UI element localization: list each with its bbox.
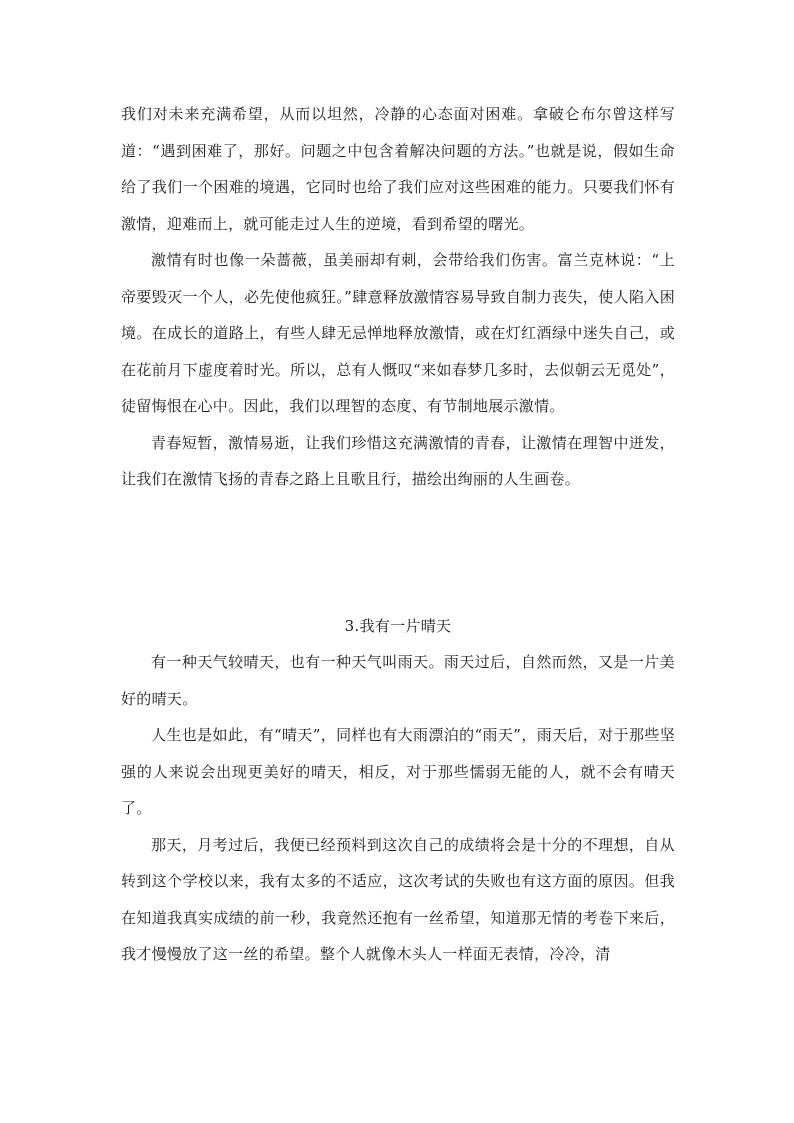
paragraph-exam: 那天，月考过后，我便已经预料到这次自己的成绩将会是十分的不理想，自从转到这个学校以来，我有太多的不适应，这次考试的失败也有这方面的原因。但我在知道我真实成绩的前一秒，我竟然还抱有一丝希望，知道那无情的考卷下来后，我才慢慢放了这一丝的希望。整个人就像木头人一样面无表情，冷冷，清 [121, 835, 675, 963]
essay-part-2 [121, 644, 675, 973]
paragraph-life: 人生也是如此，有“晴天”，同样也有大雨漂泊的“雨天”，雨天后，对于那些坚强的人来说会出现更美好的晴天，相反，对于那些懦弱无能的人，就不会有晴天了。 [121, 726, 675, 817]
essay-part-1 [121, 96, 675, 498]
paragraph-hope: 我们对未来充满希望，从而以坦然，冷静的心态面对困难。拿破仑布尔曾这样写道：“遇到困难了，那好。问题之中包含着解决问题的方法。”也就是说，假如生命给了我们一个困难的境遇，它同时也给了我们应对这些困难的能力。只要我们怀有激情，迎难而上，就可能走过人生的逆境，看到希望的曙光。 [121, 105, 675, 233]
section-title: 3.我有一片晴天 [344, 617, 452, 635]
paragraph-weather: 有一种天气较晴天，也有一种天气叫雨天。雨天过后，自然而然，又是一片美好的晴天。 [121, 653, 675, 708]
paragraph-rose: 激情有时也像一朵蔷薇，虽美丽却有刺，会带给我们伤害。富兰克林说：“上帝要毁灭一个人，必先使他疯狂。”肆意释放激情容易导致自制力丧失，使人陷入困境。在成长的道路上，有些人肆无忌惮地释放激情，或在灯红酒绿中迷失自己，或在花前月下虚度着时光。所以，总有人慨叹“来如春梦几多时，去似朝云无觅处”，徒留悔恨在心中。因此，我们以理智的态度、有节制地展示激情。 [121, 251, 675, 415]
paragraph-youth: 青春短暂，激情易逝，让我们珍惜这充满激情的青春，让激情在理智中迸发，让我们在激情飞扬的青春之路上且歌且行，描绘出绚丽的人生画卷。 [121, 433, 675, 488]
